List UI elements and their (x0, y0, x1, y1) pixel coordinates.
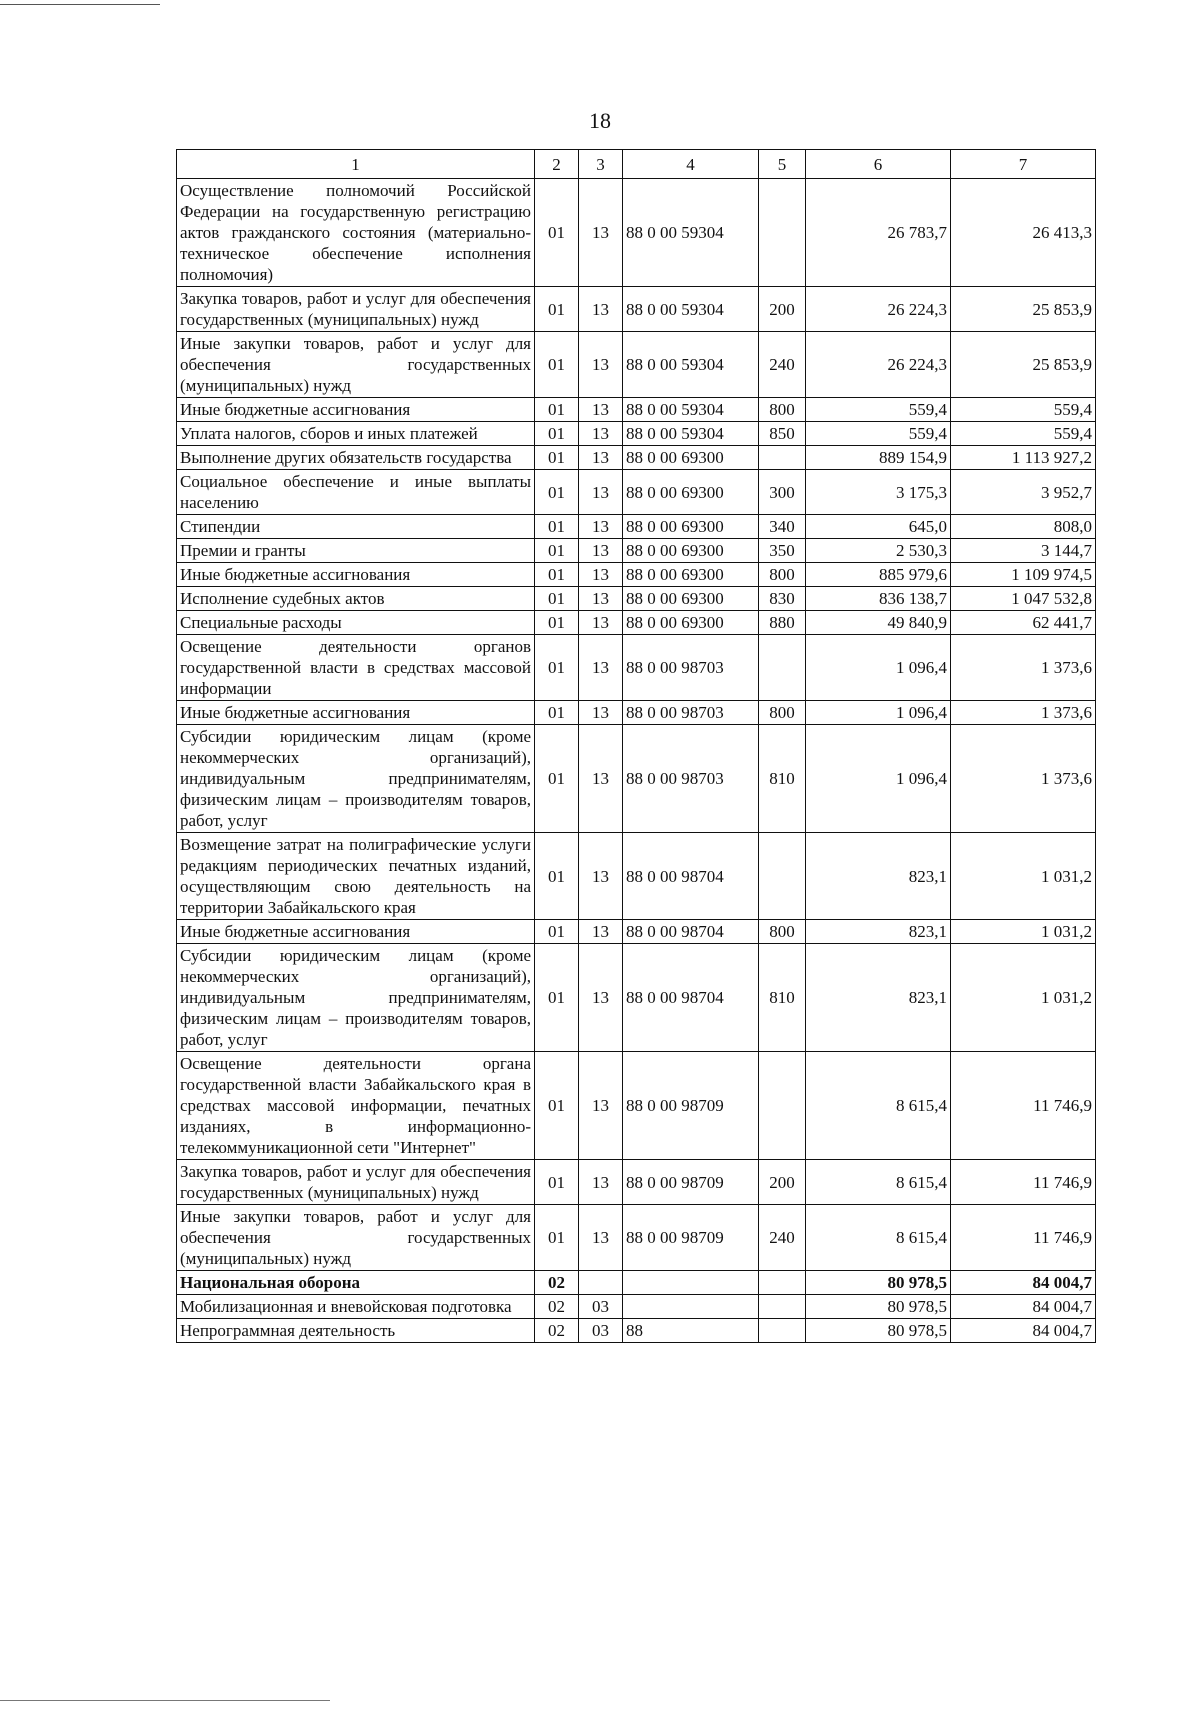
cell-target-article: 88 0 00 98703 (623, 701, 759, 725)
cell-expense-type: 340 (759, 515, 806, 539)
cell-amount-col6: 559,4 (806, 398, 951, 422)
cell-amount-col6: 645,0 (806, 515, 951, 539)
cell-amount-col7: 1 113 927,2 (951, 446, 1096, 470)
cell-amount-col7: 1 031,2 (951, 920, 1096, 944)
cell-section: 01 (535, 1052, 579, 1160)
header-col-4: 4 (623, 150, 759, 179)
cell-amount-col7: 1 373,6 (951, 635, 1096, 701)
cell-amount-col6: 8 615,4 (806, 1052, 951, 1160)
table-row (177, 1295, 1096, 1319)
cell-subsection: 13 (579, 422, 623, 446)
cell-name: Стипендии (177, 515, 535, 539)
cell-expense-type: 800 (759, 563, 806, 587)
cell-amount-col6: 3 175,3 (806, 470, 951, 515)
cell-section: 01 (535, 515, 579, 539)
cell-section: 01 (535, 587, 579, 611)
cell-target-article: 88 0 00 98709 (623, 1160, 759, 1205)
table-row (177, 587, 1096, 611)
table-row (177, 287, 1096, 332)
cell-name: Специальные расходы (177, 611, 535, 635)
cell-amount-col7: 84 004,7 (951, 1271, 1096, 1295)
cell-amount-col7: 1 373,6 (951, 725, 1096, 833)
cell-section: 01 (535, 1160, 579, 1205)
cell-name: Иные закупки товаров, работ и услуг для обеспечения государственных (муниципальных) нужд (177, 1205, 535, 1271)
cell-subsection: 13 (579, 332, 623, 398)
cell-section: 01 (535, 611, 579, 635)
cell-section: 01 (535, 470, 579, 515)
cell-amount-col6: 836 138,7 (806, 587, 951, 611)
cell-expense-type: 880 (759, 611, 806, 635)
cell-name: Иные бюджетные ассигнования (177, 701, 535, 725)
cell-amount-col7: 3 952,7 (951, 470, 1096, 515)
cell-amount-col6: 823,1 (806, 833, 951, 920)
cell-section: 01 (535, 1205, 579, 1271)
cell-target-article: 88 0 00 98709 (623, 1052, 759, 1160)
cell-expense-type: 850 (759, 422, 806, 446)
cell-name: Непрограммная деятельность (177, 1319, 535, 1343)
cell-amount-col7: 11 746,9 (951, 1160, 1096, 1205)
cell-section: 01 (535, 920, 579, 944)
cell-section: 02 (535, 1271, 579, 1295)
table-body (177, 179, 1096, 1343)
cell-amount-col6: 26 224,3 (806, 332, 951, 398)
cell-subsection: 13 (579, 587, 623, 611)
table-row (177, 1205, 1096, 1271)
table-row (177, 920, 1096, 944)
cell-target-article: 88 0 00 59304 (623, 179, 759, 287)
cell-name: Закупка товаров, работ и услуг для обеспечения государственных (муниципальных) нужд (177, 1160, 535, 1205)
cell-subsection (579, 1271, 623, 1295)
cell-subsection: 13 (579, 515, 623, 539)
cell-target-article (623, 1295, 759, 1319)
cell-expense-type: 300 (759, 470, 806, 515)
cell-section: 01 (535, 422, 579, 446)
cell-target-article: 88 0 00 59304 (623, 422, 759, 446)
table-row (177, 944, 1096, 1052)
cell-name: Закупка товаров, работ и услуг для обеспечения государственных (муниципальных) нужд (177, 287, 535, 332)
cell-section: 01 (535, 635, 579, 701)
cell-amount-col7: 25 853,9 (951, 287, 1096, 332)
table-row (177, 1271, 1096, 1295)
cell-amount-col7: 1 047 532,8 (951, 587, 1096, 611)
cell-subsection: 13 (579, 287, 623, 332)
cell-expense-type (759, 635, 806, 701)
cell-amount-col6: 80 978,5 (806, 1295, 951, 1319)
cell-section: 01 (535, 446, 579, 470)
cell-amount-col6: 889 154,9 (806, 446, 951, 470)
cell-name: Субсидии юридическим лицам (кроме некоммерческих организаций), индивидуальным предпринимателям, физическим лицам – производителям товаров, работ, услуг (177, 944, 535, 1052)
cell-section: 01 (535, 701, 579, 725)
cell-name: Субсидии юридическим лицам (кроме некоммерческих организаций), индивидуальным предпринимателям, физическим лицам – производителям товаров, работ, услуг (177, 725, 535, 833)
cell-amount-col6: 1 096,4 (806, 725, 951, 833)
cell-subsection: 13 (579, 920, 623, 944)
cell-subsection: 13 (579, 1052, 623, 1160)
cell-amount-col7: 1 031,2 (951, 944, 1096, 1052)
budget-table (176, 149, 1096, 1343)
cell-subsection: 13 (579, 833, 623, 920)
cell-expense-type: 810 (759, 725, 806, 833)
header-row (177, 150, 1096, 179)
cell-amount-col6: 885 979,6 (806, 563, 951, 587)
cell-name: Исполнение судебных актов (177, 587, 535, 611)
cell-expense-type: 240 (759, 332, 806, 398)
cell-target-article: 88 0 00 98709 (623, 1205, 759, 1271)
cell-name: Социальное обеспечение и иные выплаты населению (177, 470, 535, 515)
table-row (177, 332, 1096, 398)
cell-amount-col7: 1 031,2 (951, 833, 1096, 920)
cell-amount-col7: 25 853,9 (951, 332, 1096, 398)
cell-target-article: 88 0 00 59304 (623, 287, 759, 332)
cell-amount-col7: 11 746,9 (951, 1052, 1096, 1160)
table-row (177, 1319, 1096, 1343)
cell-expense-type: 200 (759, 1160, 806, 1205)
table-row (177, 701, 1096, 725)
cell-expense-type: 200 (759, 287, 806, 332)
cell-expense-type (759, 833, 806, 920)
cell-target-article: 88 0 00 69300 (623, 587, 759, 611)
cell-name: Иные бюджетные ассигнования (177, 920, 535, 944)
cell-target-article: 88 0 00 69300 (623, 470, 759, 515)
cell-amount-col6: 26 224,3 (806, 287, 951, 332)
cell-section: 01 (535, 725, 579, 833)
cell-amount-col7: 84 004,7 (951, 1319, 1096, 1343)
cell-expense-type (759, 1271, 806, 1295)
cell-amount-col6: 8 615,4 (806, 1160, 951, 1205)
cell-expense-type: 800 (759, 701, 806, 725)
table-row (177, 1160, 1096, 1205)
cell-amount-col6: 1 096,4 (806, 701, 951, 725)
header-col-6: 6 (806, 150, 951, 179)
page-number: 18 (589, 108, 611, 133)
cell-target-article: 88 0 00 59304 (623, 398, 759, 422)
cell-amount-col7: 11 746,9 (951, 1205, 1096, 1271)
cell-section: 01 (535, 833, 579, 920)
cell-target-article: 88 0 00 59304 (623, 332, 759, 398)
cell-amount-col7: 62 441,7 (951, 611, 1096, 635)
cell-section: 01 (535, 179, 579, 287)
cell-name: Иные бюджетные ассигнования (177, 398, 535, 422)
table-row (177, 635, 1096, 701)
cell-section: 01 (535, 944, 579, 1052)
cell-target-article: 88 (623, 1319, 759, 1343)
cell-subsection: 13 (579, 944, 623, 1052)
cell-name: Иные бюджетные ассигнования (177, 563, 535, 587)
cell-expense-type: 800 (759, 920, 806, 944)
cell-target-article: 88 0 00 98704 (623, 833, 759, 920)
cell-amount-col7: 26 413,3 (951, 179, 1096, 287)
cell-section: 01 (535, 287, 579, 332)
cell-subsection: 13 (579, 1160, 623, 1205)
table-row (177, 1052, 1096, 1160)
header-col-1: 1 (177, 150, 535, 179)
cell-amount-col6: 80 978,5 (806, 1319, 951, 1343)
cell-amount-col7: 1 109 974,5 (951, 563, 1096, 587)
cell-subsection: 13 (579, 539, 623, 563)
cell-amount-col6: 823,1 (806, 944, 951, 1052)
cell-subsection: 13 (579, 446, 623, 470)
scan-edge-line (0, 4, 160, 5)
cell-subsection: 13 (579, 398, 623, 422)
scan-edge-line-bottom (0, 1700, 330, 1701)
cell-subsection: 13 (579, 1205, 623, 1271)
cell-expense-type (759, 179, 806, 287)
cell-amount-col6: 1 096,4 (806, 635, 951, 701)
table-row (177, 515, 1096, 539)
cell-amount-col7: 559,4 (951, 398, 1096, 422)
cell-target-article: 88 0 00 69300 (623, 446, 759, 470)
cell-name: Уплата налогов, сборов и иных платежей (177, 422, 535, 446)
cell-amount-col7: 3 144,7 (951, 539, 1096, 563)
cell-expense-type: 240 (759, 1205, 806, 1271)
table-row (177, 833, 1096, 920)
cell-name: Возмещение затрат на полиграфические услуги редакциям периодических печатных изданий, осуществляющим свою деятельность на территории Забайкальского края (177, 833, 535, 920)
table-row (177, 422, 1096, 446)
cell-amount-col7: 808,0 (951, 515, 1096, 539)
cell-amount-col7: 84 004,7 (951, 1295, 1096, 1319)
cell-name: Освещение деятельности органов государственной власти в средствах массовой информации (177, 635, 535, 701)
cell-section: 01 (535, 563, 579, 587)
table-row (177, 611, 1096, 635)
table-row (177, 470, 1096, 515)
cell-expense-type: 350 (759, 539, 806, 563)
header-col-5: 5 (759, 150, 806, 179)
cell-amount-col6: 559,4 (806, 422, 951, 446)
table-row (177, 179, 1096, 287)
cell-amount-col6: 823,1 (806, 920, 951, 944)
cell-subsection: 13 (579, 470, 623, 515)
cell-target-article: 88 0 00 69300 (623, 515, 759, 539)
cell-subsection: 03 (579, 1295, 623, 1319)
cell-amount-col6: 80 978,5 (806, 1271, 951, 1295)
cell-target-article: 88 0 00 69300 (623, 563, 759, 587)
cell-expense-type (759, 1052, 806, 1160)
cell-target-article: 88 0 00 98703 (623, 635, 759, 701)
cell-amount-col7: 559,4 (951, 422, 1096, 446)
cell-subsection: 13 (579, 611, 623, 635)
cell-subsection: 13 (579, 701, 623, 725)
cell-subsection: 03 (579, 1319, 623, 1343)
cell-amount-col6: 26 783,7 (806, 179, 951, 287)
cell-section: 02 (535, 1319, 579, 1343)
cell-section: 01 (535, 539, 579, 563)
cell-subsection: 13 (579, 725, 623, 833)
cell-expense-type (759, 446, 806, 470)
cell-amount-col6: 8 615,4 (806, 1205, 951, 1271)
cell-name: Премии и гранты (177, 539, 535, 563)
cell-amount-col6: 2 530,3 (806, 539, 951, 563)
header-col-3: 3 (579, 150, 623, 179)
cell-name: Мобилизационная и вневойсковая подготовка (177, 1295, 535, 1319)
table-row (177, 446, 1096, 470)
header-col-7: 7 (951, 150, 1096, 179)
cell-target-article: 88 0 00 69300 (623, 611, 759, 635)
cell-section: 02 (535, 1295, 579, 1319)
cell-target-article (623, 1271, 759, 1295)
cell-target-article: 88 0 00 69300 (623, 539, 759, 563)
cell-section: 01 (535, 398, 579, 422)
cell-name: Осуществление полномочий Российской Федерации на государственную регистрацию актов гражданского состояния (материально-техническое обеспечение исполнения полномочия) (177, 179, 535, 287)
cell-amount-col7: 1 373,6 (951, 701, 1096, 725)
cell-expense-type (759, 1295, 806, 1319)
cell-target-article: 88 0 00 98704 (623, 944, 759, 1052)
cell-expense-type (759, 1319, 806, 1343)
cell-target-article: 88 0 00 98704 (623, 920, 759, 944)
cell-expense-type: 810 (759, 944, 806, 1052)
cell-name: Выполнение других обязательств государства (177, 446, 535, 470)
cell-amount-col6: 49 840,9 (806, 611, 951, 635)
table-row (177, 563, 1096, 587)
cell-subsection: 13 (579, 563, 623, 587)
cell-subsection: 13 (579, 635, 623, 701)
cell-target-article: 88 0 00 98703 (623, 725, 759, 833)
cell-section: 01 (535, 332, 579, 398)
table-row (177, 539, 1096, 563)
table-row (177, 725, 1096, 833)
cell-name: Национальная оборона (177, 1271, 535, 1295)
cell-name: Освещение деятельности органа государственной власти Забайкальского края в средствах массовой информации, печатных изданиях, в информационно-телекоммуникационной сети "Интернет" (177, 1052, 535, 1160)
cell-expense-type: 830 (759, 587, 806, 611)
cell-name: Иные закупки товаров, работ и услуг для обеспечения государственных (муниципальных) нужд (177, 332, 535, 398)
cell-subsection: 13 (579, 179, 623, 287)
header-col-2: 2 (535, 150, 579, 179)
cell-expense-type: 800 (759, 398, 806, 422)
table-row (177, 398, 1096, 422)
